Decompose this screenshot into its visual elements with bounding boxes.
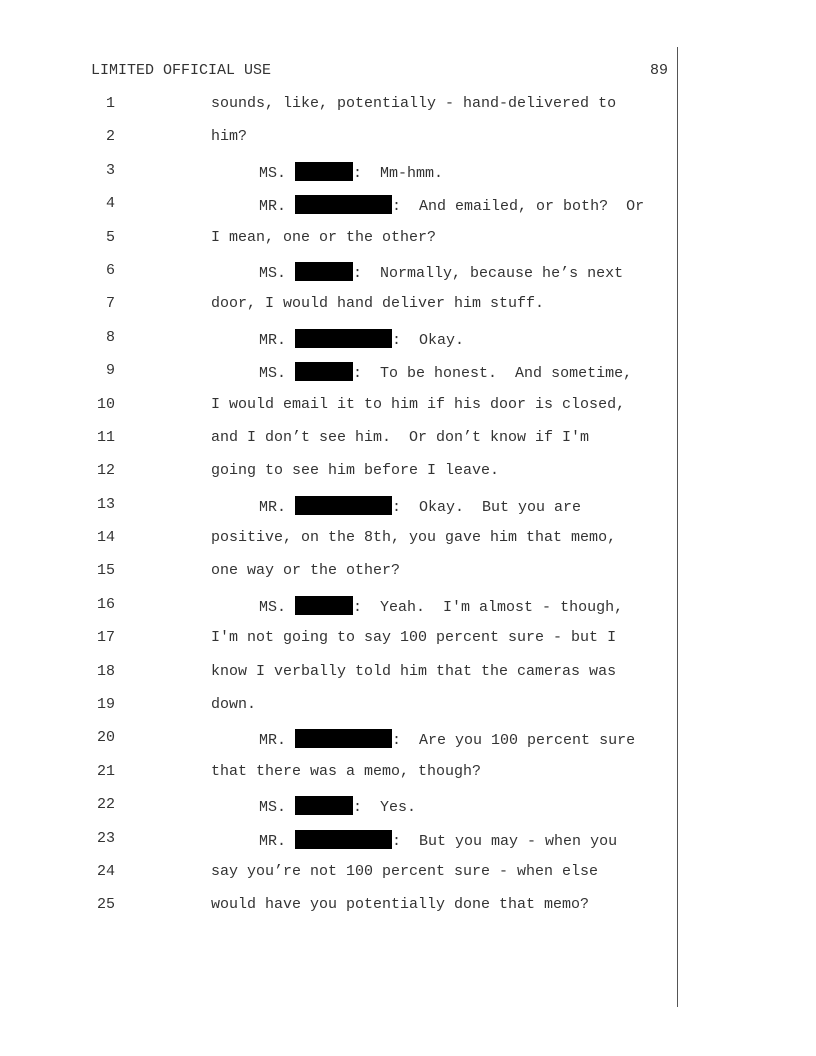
transcript-line xyxy=(0,562,816,595)
line-content: : Mm-hmm. xyxy=(353,164,444,182)
redaction-block xyxy=(295,195,392,214)
line-text xyxy=(211,763,481,781)
transcript-line xyxy=(0,329,816,362)
line-content: : Are you 100 percent sure xyxy=(392,732,636,750)
line-content: one way or the other? xyxy=(211,562,401,580)
transcript-line xyxy=(0,663,816,696)
transcript-line xyxy=(0,796,816,829)
line-content: down. xyxy=(211,696,257,714)
line-text xyxy=(211,863,598,881)
line-content: : But you may - when you xyxy=(392,832,618,850)
transcript-line xyxy=(0,195,816,228)
redaction-block xyxy=(295,329,392,348)
speaker-label: MR. xyxy=(259,198,287,216)
line-number: 16 xyxy=(96,595,115,613)
transcript-line xyxy=(0,262,816,295)
transcript-line xyxy=(0,396,816,429)
line-content: say you’re not 100 percent sure - when else xyxy=(211,862,599,880)
line-number: 24 xyxy=(96,862,115,880)
redaction-block xyxy=(295,729,392,748)
transcript-line xyxy=(0,596,816,629)
redaction-block xyxy=(295,596,353,615)
line-content: would have you potentially done that memo? xyxy=(211,896,590,914)
line-text xyxy=(211,462,499,480)
transcript-line xyxy=(0,295,816,328)
line-number: 14 xyxy=(96,529,115,547)
line-content: : And emailed, or both? Or xyxy=(392,198,645,216)
line-text xyxy=(259,729,635,750)
line-number: 20 xyxy=(96,729,115,747)
line-content: I would email it to him if his door is closed, xyxy=(211,395,626,413)
line-number: 21 xyxy=(96,762,115,780)
line-content: sounds, like, potentially - hand-delivered to xyxy=(211,95,617,112)
line-content: : Yeah. I'm almost - though, xyxy=(353,598,624,616)
line-number: 18 xyxy=(96,662,115,680)
line-text xyxy=(211,95,616,113)
line-text xyxy=(211,295,544,313)
transcript-line xyxy=(0,229,816,262)
line-content: : Normally, because he’s next xyxy=(353,264,624,282)
speaker-label: MR. xyxy=(259,732,287,750)
line-number: 7 xyxy=(105,295,115,313)
line-number: 2 xyxy=(105,128,115,146)
speaker-label: MR. xyxy=(259,498,287,516)
line-number: 1 xyxy=(105,95,115,112)
speaker-label: MS. xyxy=(259,365,287,383)
transcript-line xyxy=(0,896,816,929)
line-content: him? xyxy=(211,128,248,146)
line-number: 4 xyxy=(105,195,115,213)
line-number: 25 xyxy=(96,896,115,914)
classification-header: LIMITED OFFICIAL USE xyxy=(91,62,272,79)
line-text xyxy=(259,329,464,350)
transcript-line xyxy=(0,162,816,195)
line-content: : Yes. xyxy=(353,799,417,817)
line-text xyxy=(211,229,436,247)
line-text xyxy=(259,596,623,617)
page-number: 89 xyxy=(649,62,668,79)
line-text xyxy=(259,796,416,817)
line-content: I mean, one or the other? xyxy=(211,228,437,246)
line-number: 17 xyxy=(96,629,115,647)
redaction-block xyxy=(295,262,353,281)
line-text xyxy=(211,629,616,647)
redaction-block xyxy=(295,162,353,181)
line-content: : Okay. But you are xyxy=(392,498,582,516)
line-text xyxy=(211,529,616,547)
transcript-line xyxy=(0,629,816,662)
line-number: 13 xyxy=(96,495,115,513)
speaker-label: MS. xyxy=(259,598,287,616)
line-content: : To be honest. And sometime, xyxy=(353,365,633,383)
line-text xyxy=(211,562,400,580)
speaker-label: MS. xyxy=(259,264,287,282)
line-text xyxy=(259,262,623,283)
line-number: 12 xyxy=(96,462,115,480)
redaction-block xyxy=(295,830,392,849)
speaker-label: MR. xyxy=(259,331,287,349)
transcript-lines xyxy=(0,95,816,930)
line-text xyxy=(259,362,632,383)
speaker-label: MS. xyxy=(259,799,287,817)
line-content: : Okay. xyxy=(392,331,465,349)
transcript-line xyxy=(0,863,816,896)
line-number: 10 xyxy=(96,395,115,413)
line-number: 8 xyxy=(105,328,115,346)
transcript-line xyxy=(0,830,816,863)
line-number: 15 xyxy=(96,562,115,580)
line-text xyxy=(211,128,247,146)
line-content: going to see him before I leave. xyxy=(211,462,500,480)
transcript-line xyxy=(0,729,816,762)
transcript-line xyxy=(0,496,816,529)
line-text xyxy=(211,663,616,681)
line-text xyxy=(211,896,589,914)
transcript-line xyxy=(0,696,816,729)
transcript-line xyxy=(0,95,816,128)
redaction-block xyxy=(295,496,392,515)
line-number: 3 xyxy=(105,161,115,179)
line-number: 11 xyxy=(96,428,115,446)
line-content: know I verbally told him that the cameras was xyxy=(211,662,617,680)
transcript-line xyxy=(0,529,816,562)
line-content: I'm not going to say 100 percent sure - but I xyxy=(211,629,617,647)
line-content: positive, on the 8th, you gave him that memo, xyxy=(211,529,617,547)
redaction-block xyxy=(295,796,353,815)
speaker-label: MR. xyxy=(259,832,287,850)
line-number: 23 xyxy=(96,829,115,847)
line-text xyxy=(211,429,589,447)
line-text xyxy=(259,162,443,183)
transcript-line xyxy=(0,763,816,796)
redaction-block xyxy=(295,362,353,381)
transcript-line xyxy=(0,462,816,495)
line-number: 9 xyxy=(105,362,115,380)
speaker-label: MS. xyxy=(259,164,287,182)
line-text xyxy=(211,696,256,714)
line-text xyxy=(211,396,625,414)
line-text xyxy=(259,496,581,517)
line-content: that there was a memo, though? xyxy=(211,762,482,780)
line-text xyxy=(259,195,644,216)
transcript-line xyxy=(0,362,816,395)
line-content: and I don’t see him. Or don’t know if I'm xyxy=(211,428,590,446)
line-number: 22 xyxy=(96,796,115,814)
transcript-line xyxy=(0,128,816,161)
transcript-line xyxy=(0,429,816,462)
line-number: 5 xyxy=(105,228,115,246)
line-number: 6 xyxy=(105,261,115,279)
line-text xyxy=(259,830,617,851)
line-number: 19 xyxy=(96,696,115,714)
line-content: door, I would hand deliver him stuff. xyxy=(211,295,545,313)
